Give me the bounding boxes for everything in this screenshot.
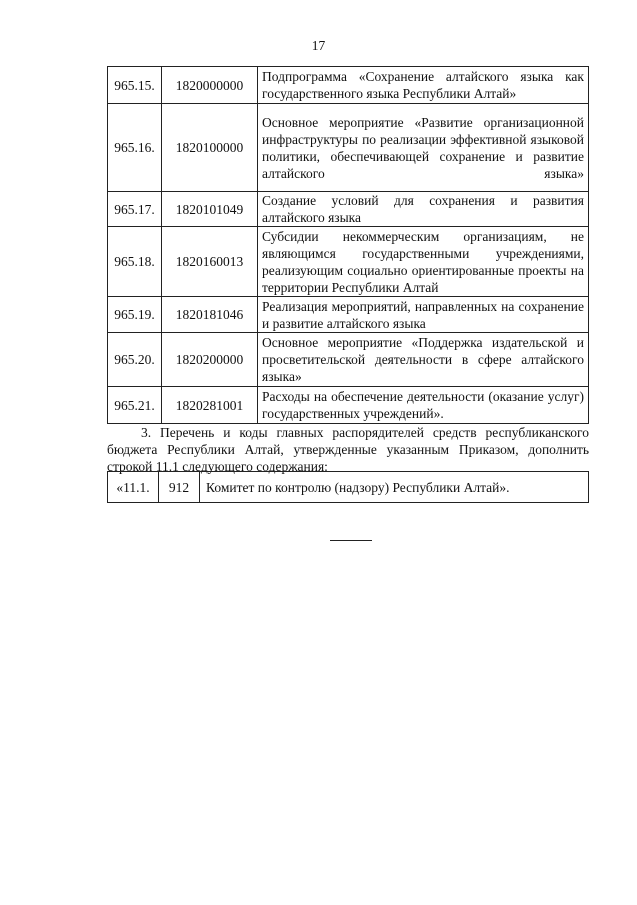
- row-number: 965.18.: [108, 227, 162, 297]
- insert-code: 912: [159, 472, 200, 503]
- table-row: [108, 387, 589, 424]
- row-code: 1820160013: [162, 227, 258, 297]
- table-row: [108, 472, 589, 503]
- row-name: Создание условий для сохранения и развития алтайского языка: [258, 192, 589, 227]
- row-code: 1820000000: [162, 67, 258, 104]
- table-row: [108, 297, 589, 333]
- row-number: 965.17.: [108, 192, 162, 227]
- paragraph-text: 3. Перечень и коды главных распорядителей средств республиканского бюджета Республики Алтай, утвержденные указанным Приказом, дополнить строкой 11.1 следующего содержания:: [107, 425, 589, 474]
- row-code: 1820181046: [162, 297, 258, 333]
- row-name: Расходы на обеспечение деятельности (оказание услуг) государственных учреждений».: [258, 387, 589, 424]
- row-number: 965.21.: [108, 387, 162, 424]
- insert-row-table: [107, 471, 589, 503]
- row-name: Субсидии некоммерческим организациям, не являющимся государственными учреждениями, реализующим социально ориентированные проекты на территории Республики Алтай: [258, 227, 589, 297]
- row-name: Подпрограмма «Сохранение алтайского языка как государственного языка Республики Алтай»: [258, 67, 589, 104]
- table-row: [108, 333, 589, 387]
- table-row: [108, 104, 589, 192]
- row-name: Основное мероприятие «Поддержка издательской и просветительской деятельности в сфере алтайского языка»: [258, 333, 589, 387]
- table-row: [108, 67, 589, 104]
- row-number: 965.16.: [108, 104, 162, 192]
- row-code: 1820100000: [162, 104, 258, 192]
- row-name: Реализация мероприятий, направленных на сохранение и развитие алтайского языка: [258, 297, 589, 333]
- row-name: Основное мероприятие «Развитие организационной инфраструктуры по реализации эффективной языковой политики, обеспечивающей сохранение и развитие алтайского языка»: [258, 104, 589, 192]
- insert-name: Комитет по контролю (надзору) Республики Алтай».: [200, 472, 589, 503]
- table-row: [108, 227, 589, 297]
- row-code: 1820281001: [162, 387, 258, 424]
- insert-number: «11.1.: [108, 472, 159, 503]
- row-number: 965.20.: [108, 333, 162, 387]
- end-divider: [330, 540, 372, 541]
- row-code: 1820200000: [162, 333, 258, 387]
- row-number: 965.19.: [108, 297, 162, 333]
- row-code: 1820101049: [162, 192, 258, 227]
- budget-classification-table: [107, 66, 589, 424]
- table-row: [108, 192, 589, 227]
- paragraph-3: [107, 424, 589, 475]
- row-number: 965.15.: [108, 67, 162, 104]
- page-number: 17: [311, 38, 326, 53]
